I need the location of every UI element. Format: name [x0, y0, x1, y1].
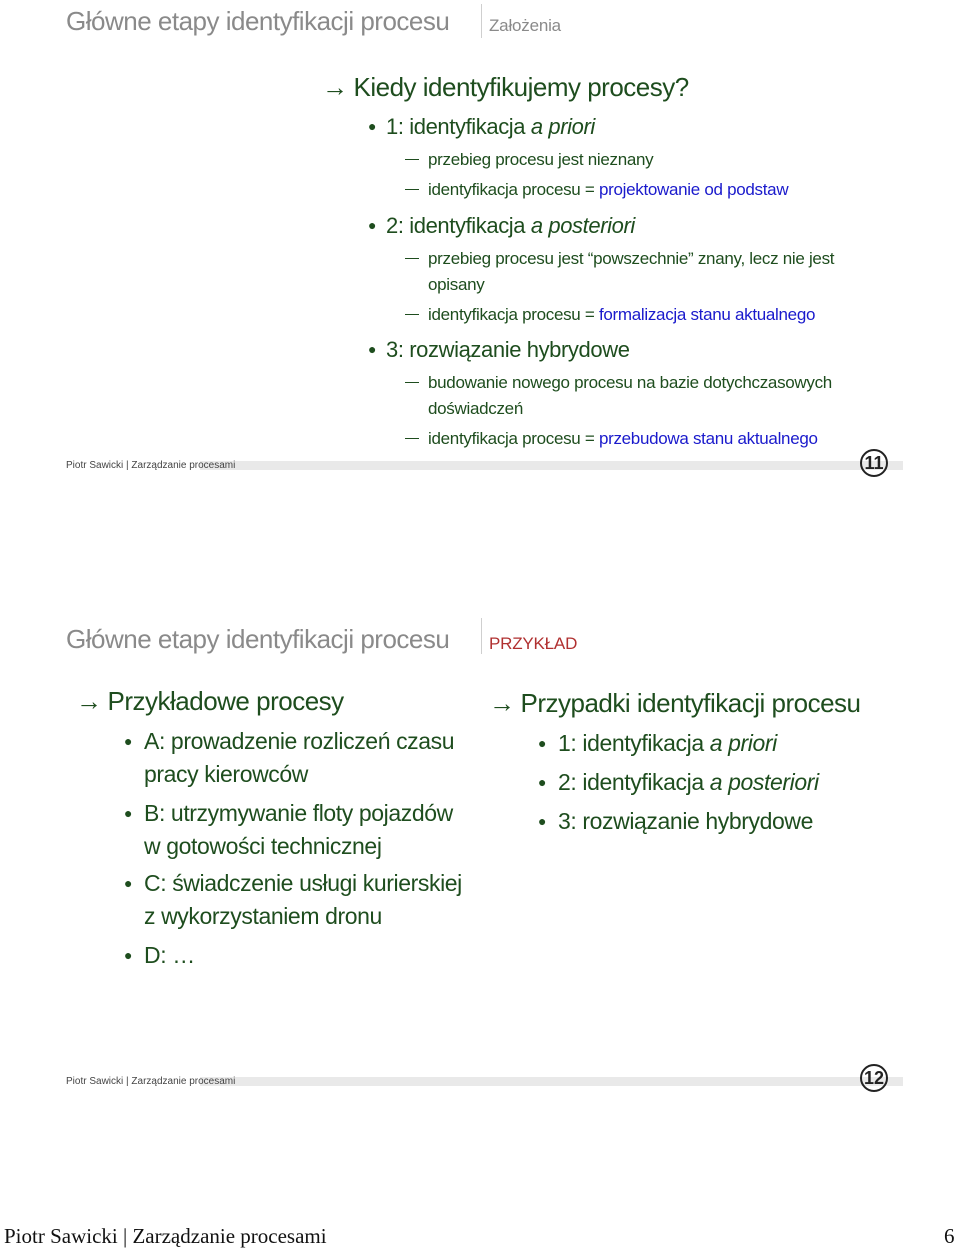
item-italic: a posteriori [709, 769, 819, 795]
slide-1-heading [322, 72, 689, 103]
sub-item [428, 177, 848, 203]
page-footer-author: Piotr Sawicki [4, 1224, 118, 1248]
title-separator [481, 4, 482, 38]
footer-course: Zarządzanie procesami [131, 1076, 236, 1087]
page-number: 6 [944, 1224, 955, 1248]
sub-item-text: przebieg procesu jest “powszechnie” znany, lecz nie jest opisany [428, 249, 835, 294]
dash-icon [405, 189, 419, 190]
list-item [368, 337, 630, 363]
slide-1-tag: Założenia [489, 16, 561, 35]
dash-icon [405, 382, 419, 383]
slide-2-footer: Piotr Sawicki | Zarządzanie procesami [66, 1076, 236, 1087]
slide-1-title: Główne etapy identyfikacji procesu [66, 6, 450, 36]
slide-1-footer: Piotr Sawicki | Zarządzanie procesami [66, 460, 236, 471]
dash-icon [405, 159, 419, 160]
sub-item-text: identyfikacja procesu = [428, 180, 599, 199]
sub-item-highlight: przebudowa stanu aktualnego [598, 429, 818, 448]
sub-item-text: identyfikacja procesu = [428, 305, 599, 324]
dash-icon [405, 314, 419, 315]
arrow-right-icon: → [76, 686, 102, 716]
left-heading [76, 686, 344, 717]
sub-item [428, 246, 848, 298]
slide-number-badge: 11 [860, 449, 888, 477]
bullet-icon: ● [368, 118, 377, 134]
item-italic: a priori [709, 730, 777, 756]
title-separator [481, 618, 482, 654]
page-footer-course: Zarządzanie procesami [132, 1224, 327, 1248]
item-italic: a priori [530, 114, 595, 139]
dash-icon [405, 258, 419, 259]
bullet-icon: ● [124, 733, 133, 749]
sub-item-text: budowanie nowego procesu na bazie dotychczasowych doświadczeń [428, 373, 832, 418]
item-prefix: 3: rozwiązanie hybrydowe [558, 808, 814, 834]
bullet-icon: ● [538, 813, 547, 829]
heading-text: Przykładowe procesy [107, 686, 344, 716]
bullet-icon: ● [124, 805, 133, 821]
footer-course: Zarządzanie procesami [131, 460, 236, 471]
item-prefix: 2: identyfikacja [558, 769, 710, 795]
arrow-right-icon: → [322, 72, 348, 102]
bullet-icon: ● [538, 735, 547, 751]
list-item [124, 867, 464, 933]
list-item [538, 805, 814, 838]
bullet-icon: ● [124, 875, 133, 891]
right-heading [489, 688, 861, 719]
page-footer: Piotr Sawicki | Zarządzanie procesami [4, 1224, 327, 1248]
slide-2-tag: PRZYKŁAD [489, 634, 578, 653]
item-text: B: utrzymywanie floty pojazdów w gotowości technicznej [144, 800, 453, 859]
item-italic: a posteriori [530, 213, 635, 238]
bullet-icon: ● [124, 947, 133, 963]
list-item [538, 766, 819, 799]
list-item [124, 797, 464, 863]
bullet-icon: ● [368, 341, 377, 357]
sub-item [428, 147, 848, 173]
item-text: D: … [144, 942, 195, 968]
bullet-icon: ● [368, 217, 377, 233]
sub-item-text: identyfikacja procesu = [428, 429, 599, 448]
list-item [368, 114, 595, 140]
sub-item-highlight: formalizacja stanu aktualnego [598, 305, 816, 324]
footer-author: Piotr Sawicki [66, 460, 124, 471]
list-item [538, 727, 777, 760]
sub-item [428, 426, 848, 452]
item-text: A: prowadzenie rozliczeń czasu pracy kierowców [144, 728, 455, 787]
item-prefix: 2: identyfikacja [386, 213, 531, 238]
list-item [124, 939, 464, 972]
sub-item-text: przebieg procesu jest nieznany [428, 150, 654, 169]
slide-1-footer-bar [200, 461, 903, 470]
slide-number-badge: 12 [860, 1064, 888, 1092]
item-prefix: 1: identyfikacja [386, 114, 531, 139]
heading-text: Kiedy identyfikujemy procesy? [353, 72, 689, 102]
item-prefix: 1: identyfikacja [558, 730, 710, 756]
slide-2-title: Główne etapy identyfikacji procesu [66, 624, 450, 654]
list-item [368, 213, 635, 239]
sub-item [428, 370, 848, 422]
dash-icon [405, 438, 419, 439]
bullet-icon: ● [538, 774, 547, 790]
footer-author: Piotr Sawicki [66, 1076, 124, 1087]
heading-text: Przypadki identyfikacji procesu [520, 688, 861, 718]
list-item [124, 725, 464, 791]
slide-2-footer-bar [200, 1077, 903, 1086]
item-text: C: świadczenie usługi kurierskiej z wykorzystaniem dronu [144, 870, 462, 929]
item-prefix: 3: rozwiązanie hybrydowe [386, 337, 630, 362]
arrow-right-icon: → [489, 688, 515, 718]
sub-item [428, 302, 848, 328]
sub-item-highlight: projektowanie od podstaw [598, 180, 789, 199]
